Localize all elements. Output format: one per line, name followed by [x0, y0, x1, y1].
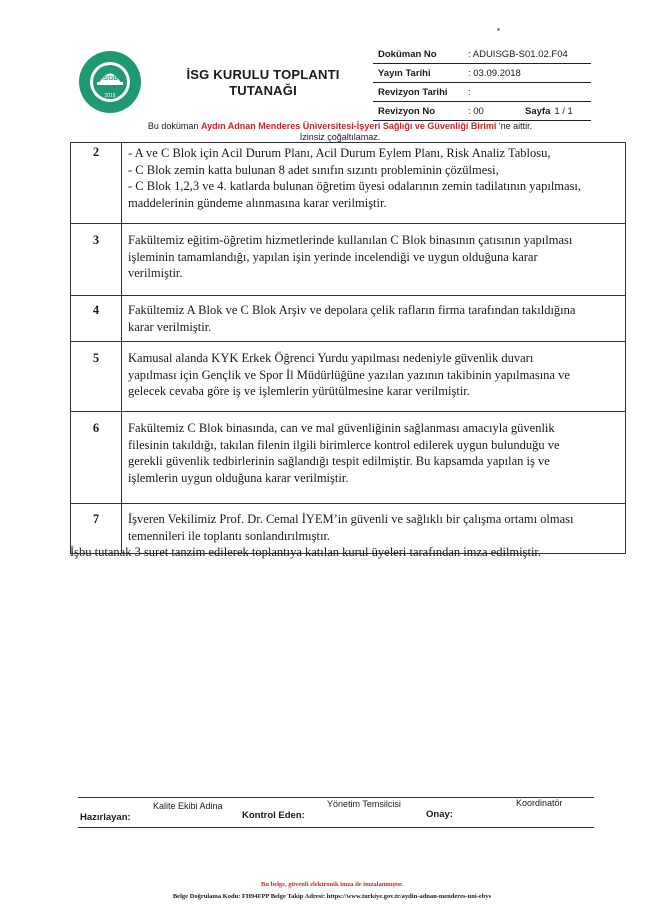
approved-role: Koordinatör: [516, 798, 563, 808]
meta-doc-no: Doküman No : ADUISGB-S01.02.F04: [373, 45, 591, 64]
isg-logo: [78, 50, 142, 114]
document-meta-table: [373, 45, 591, 121]
item-number: 6: [71, 412, 122, 504]
logo-year: 2018: [104, 93, 116, 99]
closing-statement: İşbu tutanak 3 suret tanzim edilerek toplantıya katılan kurul üyeleri tarafından imza edilmiştir.: [70, 545, 542, 559]
signature-bottom-rule: [78, 827, 594, 828]
item-number: 5: [71, 342, 122, 412]
ownership-notice: Bu doküman Aydın Adnan Menderes Üniversitesi-İşyeri Sağlığı ve Güvenliği Birimi 'ne aittir. İzinsiz çoğaltılamaz.: [147, 121, 533, 142]
title-line-1: İSG KURULU TOPLANTI: [186, 67, 340, 82]
item-text: Fakültemiz A Blok ve C Blok Arşiv ve depolara çelik rafların firma tarafından takıldığına karar verilmiştir.: [122, 296, 626, 342]
prepared-role: Kalite Ekibi Adina: [153, 801, 223, 811]
meta-revision-no: Revizyon No : 00 Sayfa 1 / 1: [373, 102, 591, 121]
owner-name: Aydın Adnan Menderes Üniversitesi-İşyeri Sağlığı ve Güvenliği Birimi: [200, 121, 497, 131]
item-text: İşveren Vekilimiz Prof. Dr. Cemal İYEM’in güvenli ve sağlıklı bir çalışma ortamı olması temennileri ile toplantı sonlandırılmıştır.: [122, 504, 626, 554]
item-text: - A ve C Blok için Acil Durum Planı, Acil Durum Eylem Planı, Risk Analiz Tablosu, - C Blok zemin katta bulunan 8 adet sınıfın sızıntı probleminin çözülmesi, - C Blok 1,2,3 ve 4. katlarda bulunan öğretim üyesi odalarının zemin tadilatının yapılması, maddelerinin gündeme alınmasına karar verilmiştir.: [122, 143, 626, 224]
title-line-2: TUTANAĞI: [229, 83, 297, 98]
item-text: Fakültemiz C Blok binasında, can ve mal güvenliğinin sağlanması amacıyla güvenlik filesinin takıldığı, takılan filenin ilgili birimlerce kontrol edilerek uygun bulunduğu ve gerekli güvenlik tedbirlerinin sağlandığı tespit edilmiştir. Bu kapsamda yapılan iş ve işlemlerin uygun olduğuna karar verilmiştir.: [122, 412, 626, 504]
item-number: 7: [71, 504, 122, 554]
e-signature-note: Bu belge, güvenli elektronik imza ile imzalanmıştır.: [261, 881, 403, 888]
scan-speck: [497, 28, 500, 31]
table-row: [71, 296, 626, 342]
logo-text: İSGB: [102, 75, 118, 82]
copy-notice: İzinsiz çoğaltılamaz.: [299, 132, 381, 142]
table-row: [71, 342, 626, 412]
approved-label: Onay:: [426, 809, 453, 820]
meta-page: Sayfa 1 / 1: [525, 106, 573, 117]
meta-publish-date: Yayın Tarihi : 03.09.2018: [373, 64, 591, 83]
controlled-label: Kontrol Eden:: [242, 810, 305, 821]
item-number: 2: [71, 143, 122, 224]
meta-revision-date: Revizyon Tarihi :: [373, 83, 591, 102]
item-number: 3: [71, 224, 122, 296]
prepared-label: Hazırlayan:: [80, 812, 131, 823]
table-row: [71, 224, 626, 296]
table-row: [71, 143, 626, 224]
document-title: [168, 67, 358, 99]
item-number: 4: [71, 296, 122, 342]
item-text: Kamusal alanda KYK Erkek Öğrenci Yurdu yapılması nedeniyle güvenlik duvarı yapılması için Gençlik ve Spor İl Müdürlüğüne yazılan yazının takibinin yapılmasına ve gelecek cevaba göre iş ve işlemlerin yürütülmesine karar verilmiştir.: [122, 342, 626, 412]
table-row: [71, 412, 626, 504]
decisions-table: [70, 142, 626, 554]
verification-note: Belge Doğrulama Kodu: FH94FPP Belge Takip Adresi: https://www.turkiye.gov.tr/aydin-adnan-menderes-uni-ebys: [172, 893, 492, 900]
controlled-role: Yönetim Temsilcisi: [327, 799, 401, 809]
item-text: Fakültemiz eğitim-öğretim hizmetlerinde kullanılan C Blok binasının çatısının yapılması işleminin tamamlandığı, yapılan işin yerinde incelendiği ve uygun olduğuna karar verilmiştir.: [122, 224, 626, 296]
